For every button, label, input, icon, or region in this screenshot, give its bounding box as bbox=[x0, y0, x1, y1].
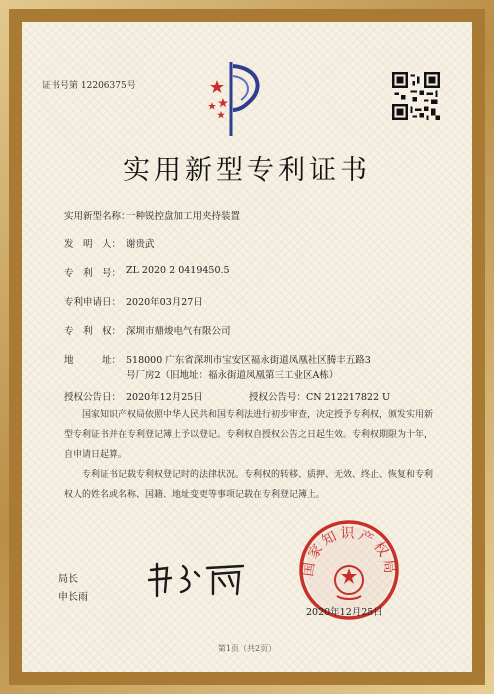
field-value: 号厂房2（旧地址：福永街道凤凰第三工业区A栋） bbox=[126, 370, 339, 381]
field-inventor bbox=[64, 236, 155, 250]
field-value: ZL 2020 2 0419450.5 bbox=[126, 265, 230, 276]
seal-date: 2020年12月25日 bbox=[306, 607, 383, 618]
field-patent-number bbox=[64, 265, 230, 279]
certificate-number-label: 证书号第 bbox=[42, 81, 79, 91]
field-label: 专利申请日： bbox=[64, 297, 122, 308]
field-label: 发 明 人： bbox=[64, 239, 122, 250]
field-grant-date bbox=[64, 389, 203, 403]
field-patentee bbox=[64, 323, 231, 337]
signatory-name: 申长雨 bbox=[58, 592, 88, 603]
field-announcement-number bbox=[249, 389, 390, 403]
certificate-number-value: 12206375号 bbox=[80, 81, 136, 91]
field-value: 518000 广东省深圳市宝安区福永街道凤凰社区腾丰五路3 bbox=[126, 355, 371, 366]
field-label: 实用新型名称： bbox=[64, 211, 131, 222]
page-footer: 第1页（共2页） bbox=[217, 644, 277, 653]
field-label: 授权公告日： bbox=[64, 392, 122, 403]
svg-text:国家知识产权局: 国家知识产权局 bbox=[300, 526, 398, 578]
paragraph-grant-statement: 国家知识产权局依照中华人民共和国专利法进行初步审查，决定授予专利权，颁发实用新型专利证书并在专利登记簿上予以登记。专利权自授权公告之日起生效。专利权期限为十年，自申请日起算。 bbox=[64, 410, 434, 460]
field-value: 深圳市鼎焌电气有限公司 bbox=[126, 326, 231, 337]
field-label: 专 利 号： bbox=[64, 268, 122, 279]
announcement-label: 授权公告号： bbox=[249, 392, 307, 403]
field-address bbox=[64, 352, 371, 366]
field-label: 专 利 权： bbox=[64, 326, 122, 337]
qr-code-icon bbox=[392, 72, 440, 120]
field-value: 一种锐控盘加工用夹持装置 bbox=[126, 211, 241, 222]
patent-office-logo-icon bbox=[203, 58, 273, 138]
field-utility-model-name bbox=[64, 208, 241, 222]
certificate-title: 实用新型专利证书 bbox=[123, 155, 371, 186]
field-value: 2020年03月27日 bbox=[126, 297, 203, 308]
signatory-title: 局长 bbox=[58, 574, 78, 585]
field-label: 地 址： bbox=[64, 355, 122, 366]
announcement-value: CN 212217822 U bbox=[306, 392, 391, 403]
field-value: 2020年12月25日 bbox=[126, 392, 203, 403]
certificate-number bbox=[42, 78, 136, 91]
handwritten-signature-icon bbox=[143, 558, 253, 598]
field-application-date bbox=[64, 294, 203, 308]
paragraph-legal-status: 专利证书记载专利权登记时的法律状况。专利权的转移、质押、无效、终止、恢复和专利权人的姓名或名称、国籍、地址变更等事项记载在专利登记簿上。 bbox=[64, 470, 434, 500]
field-value: 谢贵武 bbox=[126, 239, 155, 250]
